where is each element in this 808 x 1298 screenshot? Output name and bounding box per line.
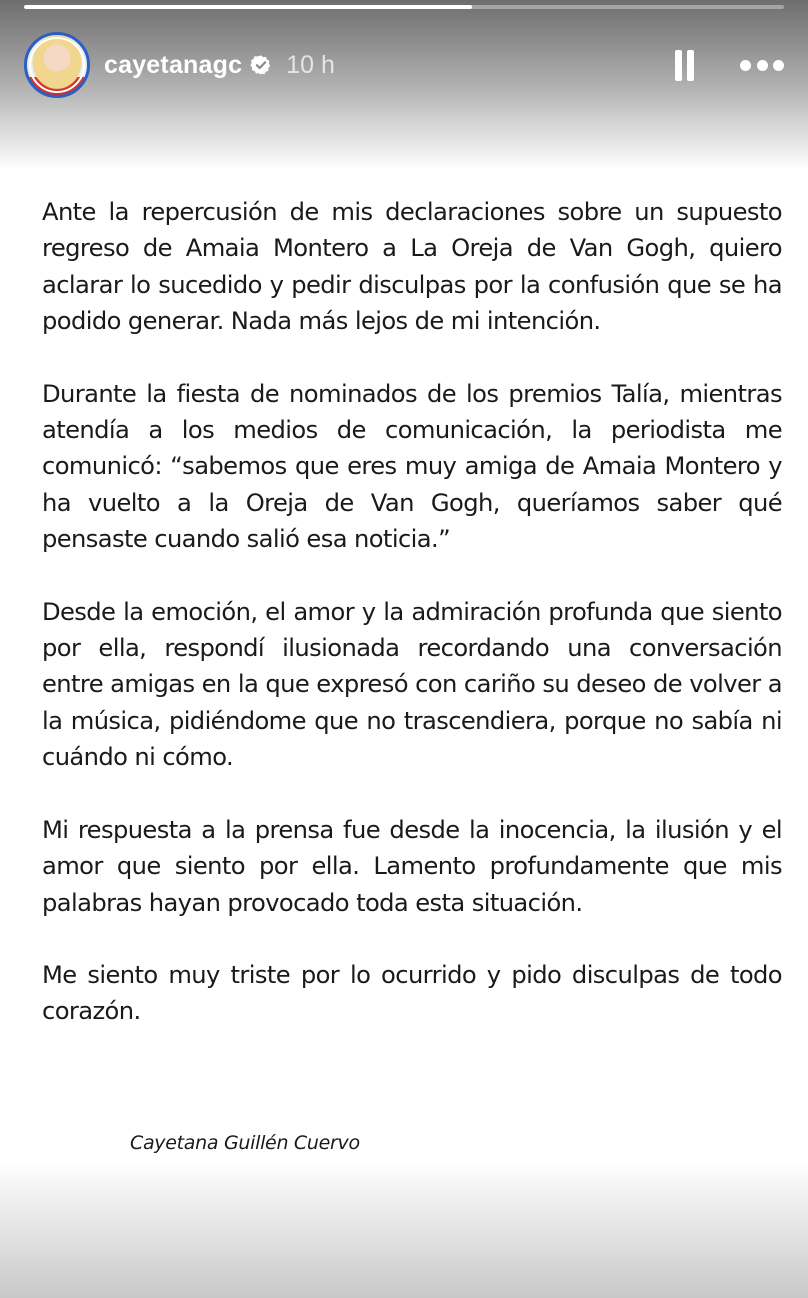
statement-paragraph: Ante la repercusión de mis declaraciones sobre un supuesto regreso de Amaia Montero a La Oreja de Van Gogh, quiero aclarar lo sucedido y pedir disculpas por la confusión que se ha podido generar. Nada más lejos de mi intención. bbox=[42, 198, 782, 336]
signature: Cayetana Guillén Cuervo bbox=[130, 1132, 360, 1154]
statement-paragraph: Me siento muy triste por lo ocurrido y pido disculpas de todo corazón. bbox=[42, 960, 782, 1026]
bottom-gradient-overlay bbox=[0, 1160, 808, 1298]
statement-body bbox=[42, 194, 782, 1066]
username-link[interactable]: cayetanagc bbox=[104, 50, 243, 79]
story-progress-bar bbox=[24, 5, 784, 9]
more-options-icon bbox=[740, 60, 751, 71]
statement-paragraph: Desde la emoción, el amor y la admiración profunda que siento por ella, respondí ilusionada recordando una conversación entre amigas en la que expresó con cariño su deseo de volver a la música, pidiéndome que no trascendiera, porque no sabía ni cuándo ni cómo. bbox=[42, 597, 782, 772]
post-time: 10 h bbox=[286, 50, 335, 79]
more-options-icon bbox=[773, 60, 784, 71]
verified-badge-icon bbox=[250, 54, 272, 76]
pause-icon bbox=[675, 50, 682, 81]
statement-paragraph: Mi respuesta a la prensa fue desde la inocencia, la ilusión y el amor que siento por ella. Lamento profundamente que mis palabras hayan provocado toda esta situación. bbox=[42, 815, 782, 917]
more-options-icon bbox=[757, 60, 768, 71]
story-progress-fill bbox=[24, 5, 472, 9]
story-header bbox=[24, 33, 784, 97]
avatar[interactable] bbox=[24, 32, 90, 98]
statement-paragraph: Durante la fiesta de nominados de los premios Talía, mientras atendía a los medios de comunicación, la periodista me comunicó: “sabemos que eres muy amiga de Amaia Montero y ha vuelto a la Oreja de Van Gogh, queríamos saber qué pensaste cuando salió esa noticia.” bbox=[42, 379, 782, 554]
pause-icon bbox=[687, 50, 694, 81]
more-options-button[interactable] bbox=[740, 50, 784, 80]
pause-button[interactable] bbox=[670, 45, 698, 85]
